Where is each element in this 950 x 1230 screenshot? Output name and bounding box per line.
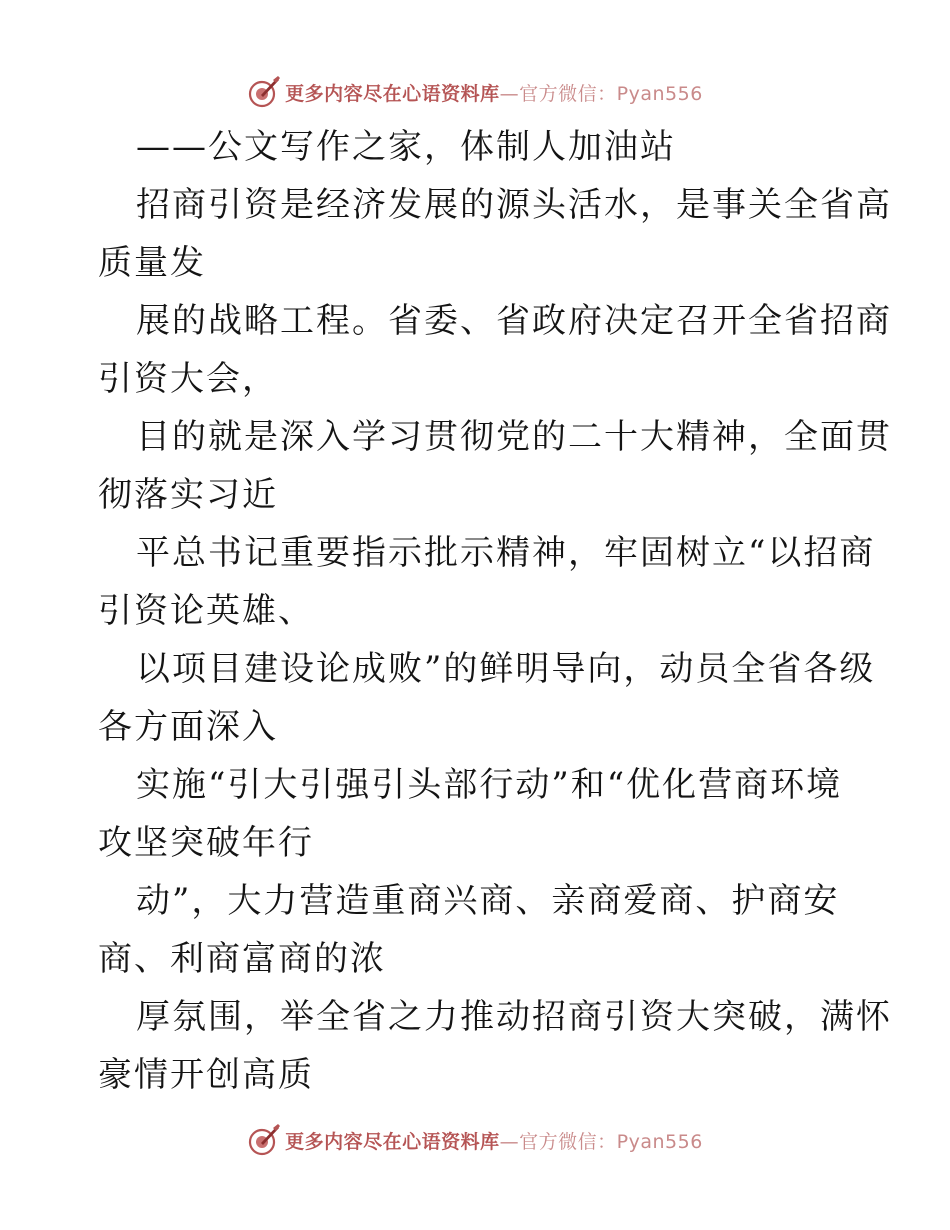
doc-line: 平总书记重要指示批示精神，牢固树立“以招商 (136, 533, 876, 573)
footer-banner (0, 1120, 950, 1160)
document-body (98, 118, 892, 1104)
quill-pen-logo-icon (247, 75, 281, 109)
banner-main-text: 更多内容尽在心语资料库 (285, 1130, 500, 1153)
banner-contact-text: —官方微信：Pyan556 (499, 1130, 703, 1153)
header-banner (0, 72, 950, 112)
doc-line: 豪情开创高质 (98, 1055, 314, 1095)
doc-line: 各方面深入 (98, 707, 278, 747)
doc-line: ——公文写作之家，体制人加油站 (136, 127, 676, 167)
quill-pen-logo-icon (247, 1123, 281, 1157)
doc-line: 实施“引大引强引头部行动”和“优化营商环境 (136, 765, 843, 805)
banner-contact-text: —官方微信：Pyan556 (499, 82, 703, 105)
doc-line: 展的战略工程。省委、省政府决定召开全省招商 (136, 301, 892, 341)
doc-line: 招商引资是经济发展的源头活水，是事关全省高 (136, 185, 892, 225)
doc-line: 引资大会， (98, 359, 278, 399)
doc-line: 动”，大力营造重商兴商、亲商爱商、护商安 (136, 881, 840, 921)
doc-line: 以项目建设论成败”的鲜明导向，动员全省各级 (136, 649, 876, 689)
banner-main-text: 更多内容尽在心语资料库 (285, 82, 500, 105)
doc-line: 攻坚突破年行 (98, 823, 314, 863)
doc-line: 引资论英雄、 (98, 591, 314, 631)
doc-line: 厚氛围，举全省之力推动招商引资大突破，满怀 (136, 997, 892, 1037)
doc-line: 商、利商富商的浓 (98, 939, 386, 979)
doc-line: 目的就是深入学习贯彻党的二十大精神，全面贯 (136, 417, 892, 457)
doc-line: 彻落实习近 (98, 475, 278, 515)
doc-line: 质量发 (98, 243, 206, 283)
